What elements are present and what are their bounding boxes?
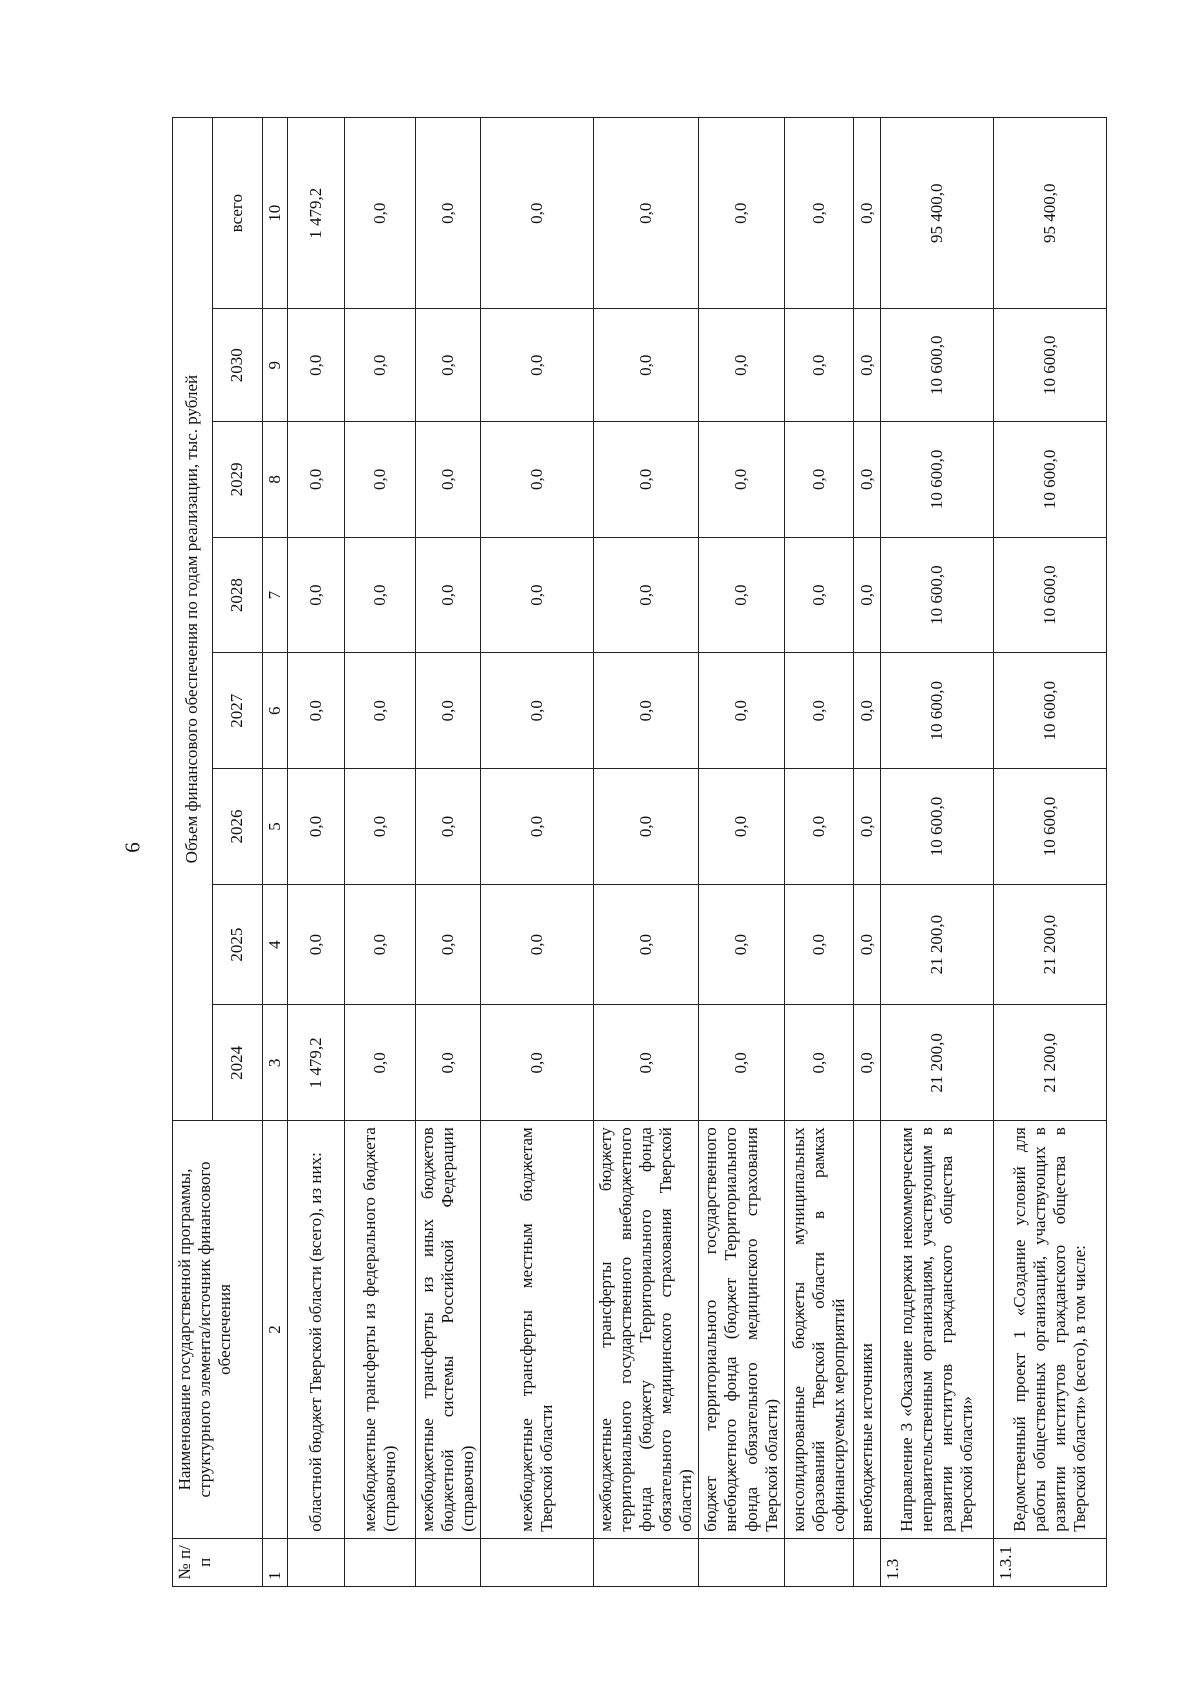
table-row	[784, 118, 853, 1587]
index-cell: 1	[263, 1538, 288, 1586]
value-cell: 0,0	[594, 769, 699, 885]
value-cell: 10 600,0	[880, 422, 993, 538]
table-row	[345, 118, 416, 1587]
value-cell: 0,0	[853, 653, 880, 769]
value-cell: 0,0	[699, 309, 784, 422]
row-name: межбюджетные трансферты местным бюджетам Тверской области	[481, 1121, 594, 1539]
value-cell: 10 600,0	[880, 769, 993, 885]
value-cell: 10 600,0	[993, 769, 1106, 885]
value-cell: 0,0	[481, 1005, 594, 1121]
row-name: областной бюджет Тверской области (всего), из них:	[288, 1121, 345, 1539]
value-cell-total: 0,0	[853, 118, 880, 309]
table-row	[416, 118, 481, 1587]
value-cell: 0,0	[784, 769, 853, 885]
row-name: Ведомственный проект 1 «Создание условий для работы общественных организаций, участвующих в развитии институтов гражданского общества в Тверской области» (всего), в том числе:	[993, 1121, 1106, 1539]
value-cell: 0,0	[288, 537, 345, 653]
value-cell: 0,0	[416, 884, 481, 1005]
value-cell-total: 0,0	[784, 118, 853, 309]
value-cell: 0,0	[416, 309, 481, 422]
value-cell: 0,0	[481, 769, 594, 885]
row-number	[416, 1538, 481, 1586]
value-cell: 0,0	[416, 1005, 481, 1121]
row-number	[345, 1538, 416, 1586]
value-cell: 10 600,0	[993, 537, 1106, 653]
row-number: 1.3	[880, 1538, 993, 1586]
table-row	[594, 118, 699, 1587]
row-name: межбюджетные трансферты из федерального бюджета (справочно)	[345, 1121, 416, 1539]
header-year: 2028	[213, 537, 263, 653]
row-name: Направление 3 «Оказание поддержки некоммерческим неправительственным организациям, участвующим в развитии институтов гражданского общества в Тверской области»	[880, 1121, 993, 1539]
value-cell: 0,0	[481, 309, 594, 422]
row-number: 1.3.1	[993, 1538, 1106, 1586]
value-cell: 0,0	[784, 653, 853, 769]
value-cell: 0,0	[699, 422, 784, 538]
table-row	[699, 118, 784, 1587]
value-cell: 0,0	[288, 769, 345, 885]
value-cell: 0,0	[416, 769, 481, 885]
value-cell: 10 600,0	[880, 537, 993, 653]
value-cell: 0,0	[481, 422, 594, 538]
header-year: 2025	[213, 884, 263, 1005]
index-cell: 9	[263, 309, 288, 422]
value-cell-total: 0,0	[481, 118, 594, 309]
index-cell: 7	[263, 537, 288, 653]
value-cell: 0,0	[416, 537, 481, 653]
value-cell: 0,0	[481, 884, 594, 1005]
table-row	[481, 118, 594, 1587]
value-cell: 0,0	[345, 422, 416, 538]
row-number	[594, 1538, 699, 1586]
header-year: 2026	[213, 769, 263, 885]
value-cell: 0,0	[481, 537, 594, 653]
rotated-table-container	[172, 117, 1089, 1587]
header-total: всего	[213, 118, 263, 309]
value-cell: 0,0	[345, 884, 416, 1005]
header-name: Наименование государственной программы, структурного элемента/источник финансового обеспечения	[173, 1121, 263, 1539]
value-cell: 0,0	[784, 537, 853, 653]
row-name: внебюджетные источники	[853, 1121, 880, 1539]
index-cell: 3	[263, 1005, 288, 1121]
row-name: межбюджетные трансферты бюджету территориального государственного внебюджетного фонда (бюджету Территориального фонда обязательного медицинского страхования Тверской области)	[594, 1121, 699, 1539]
value-cell-total: 0,0	[594, 118, 699, 309]
value-cell: 0,0	[288, 309, 345, 422]
row-name: межбюджетные трансферты из иных бюджетов бюджетной системы Российской Федерации (справочно)	[416, 1121, 481, 1539]
value-cell: 0,0	[853, 309, 880, 422]
header-number: № п/п	[173, 1538, 263, 1586]
value-cell: 0,0	[784, 422, 853, 538]
value-cell: 0,0	[594, 884, 699, 1005]
header-year: 2029	[213, 422, 263, 538]
index-cell: 2	[263, 1121, 288, 1539]
value-cell: 0,0	[784, 1005, 853, 1121]
value-cell: 0,0	[288, 653, 345, 769]
value-cell: 0,0	[345, 1005, 416, 1121]
value-cell: 0,0	[345, 653, 416, 769]
table-row	[288, 118, 345, 1587]
header-year: 2027	[213, 653, 263, 769]
value-cell: 21 200,0	[993, 884, 1106, 1005]
value-cell: 0,0	[853, 422, 880, 538]
value-cell: 0,0	[594, 1005, 699, 1121]
value-cell: 0,0	[288, 884, 345, 1005]
index-cell: 6	[263, 653, 288, 769]
value-cell: 0,0	[784, 309, 853, 422]
row-number	[699, 1538, 784, 1586]
value-cell: 21 200,0	[880, 884, 993, 1005]
value-cell: 0,0	[699, 653, 784, 769]
index-cell: 10	[263, 118, 288, 309]
financing-table	[172, 117, 1107, 1587]
row-number	[481, 1538, 594, 1586]
value-cell: 10 600,0	[880, 653, 993, 769]
value-cell-total: 1 479,2	[288, 118, 345, 309]
value-cell: 0,0	[345, 537, 416, 653]
value-cell: 0,0	[853, 1005, 880, 1121]
value-cell: 0,0	[594, 422, 699, 538]
row-name: консолидированные бюджеты муниципальных образований Тверской области в рамках софинансируемых мероприятий	[784, 1121, 853, 1539]
row-number	[853, 1538, 880, 1586]
index-cell: 8	[263, 422, 288, 538]
value-cell: 0,0	[784, 884, 853, 1005]
value-cell: 0,0	[594, 537, 699, 653]
value-cell: 0,0	[853, 769, 880, 885]
table-row	[880, 118, 993, 1587]
value-cell: 0,0	[699, 884, 784, 1005]
value-cell: 0,0	[345, 309, 416, 422]
value-cell: 0,0	[416, 422, 481, 538]
header-year: 2030	[213, 309, 263, 422]
value-cell: 0,0	[345, 769, 416, 885]
value-cell: 10 600,0	[993, 422, 1106, 538]
value-cell-total: 95 400,0	[880, 118, 993, 309]
value-cell: 0,0	[699, 769, 784, 885]
value-cell-total: 0,0	[416, 118, 481, 309]
value-cell: 0,0	[481, 653, 594, 769]
table-row	[993, 118, 1106, 1587]
row-number	[288, 1538, 345, 1586]
value-cell-total: 0,0	[345, 118, 416, 309]
value-cell: 10 600,0	[993, 309, 1106, 422]
row-number	[784, 1538, 853, 1586]
value-cell: 0,0	[288, 422, 345, 538]
value-cell: 0,0	[594, 653, 699, 769]
table-row	[853, 118, 880, 1587]
value-cell: 10 600,0	[880, 309, 993, 422]
page-number: 6	[120, 842, 145, 853]
index-cell: 4	[263, 884, 288, 1005]
value-cell: 21 200,0	[880, 1005, 993, 1121]
value-cell: 0,0	[699, 537, 784, 653]
header-year: 2024	[213, 1005, 263, 1121]
value-cell: 0,0	[594, 309, 699, 422]
value-cell: 0,0	[699, 1005, 784, 1121]
value-cell: 0,0	[853, 537, 880, 653]
value-cell: 1 479,2	[288, 1005, 345, 1121]
index-row	[263, 118, 288, 1587]
value-cell-total: 95 400,0	[993, 118, 1106, 309]
value-cell: 0,0	[853, 884, 880, 1005]
index-cell: 5	[263, 769, 288, 885]
value-cell-total: 0,0	[699, 118, 784, 309]
value-cell: 0,0	[416, 653, 481, 769]
header-group-title: Объем финансового обеспечения по годам реализации, тыс. рублей	[173, 118, 213, 1121]
value-cell: 10 600,0	[993, 653, 1106, 769]
value-cell: 21 200,0	[993, 1005, 1106, 1121]
row-name: бюджет территориального государственного внебюджетного фонда (бюджет Территориального фонда обязательного медицинского страхования Тверской области)	[699, 1121, 784, 1539]
